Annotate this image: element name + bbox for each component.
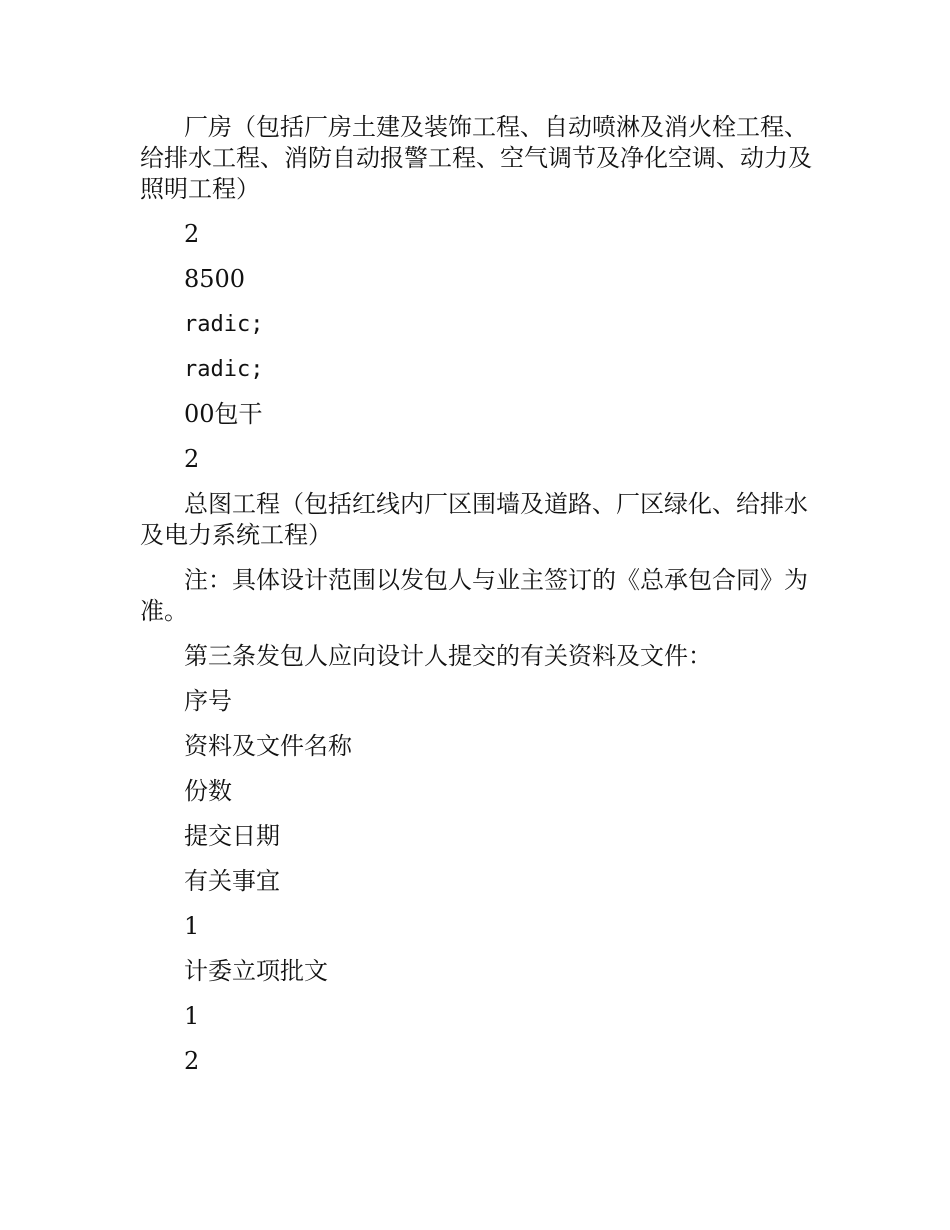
table-cell-serial: 2 bbox=[184, 1047, 200, 1075]
table-header-remarks: 有关事宜 bbox=[184, 867, 280, 895]
paragraph-article-three: 第三条发包人应向设计人提交的有关资料及文件： bbox=[184, 642, 712, 670]
paragraph-note: 注：具体设计范围以发包人与业主签订的《总承包合同》为准。 bbox=[140, 566, 808, 625]
paragraph-number: 2 bbox=[184, 445, 200, 473]
paragraph-lump-sum: 00包干 bbox=[184, 400, 263, 428]
table-header-copies: 份数 bbox=[184, 777, 232, 805]
paragraph-check-mark: radic; bbox=[184, 312, 264, 337]
table-header-serial: 序号 bbox=[184, 687, 232, 715]
paragraph-site-plan-scope: 总图工程（包括红线内厂区围墙及道路、厂区绿化、给排水及电力系统工程） bbox=[140, 490, 808, 549]
paragraph-area: 8500 bbox=[184, 265, 246, 293]
table-cell-copies: 1 bbox=[184, 1002, 200, 1030]
table-header-submit-date: 提交日期 bbox=[184, 822, 280, 850]
table-header-document-name: 资料及文件名称 bbox=[184, 732, 352, 760]
document-body bbox=[140, 112, 816, 1091]
paragraph-number: 2 bbox=[184, 220, 200, 248]
table-cell-serial: 1 bbox=[184, 912, 200, 940]
table-cell-document-name: 计委立项批文 bbox=[184, 957, 328, 985]
paragraph-check-mark: radic; bbox=[184, 357, 264, 382]
paragraph-factory-scope: 厂房（包括厂房土建及装饰工程、自动喷淋及消火栓工程、给排水工程、消防自动报警工程、空气调节及净化空调、动力及照明工程） bbox=[140, 113, 812, 203]
